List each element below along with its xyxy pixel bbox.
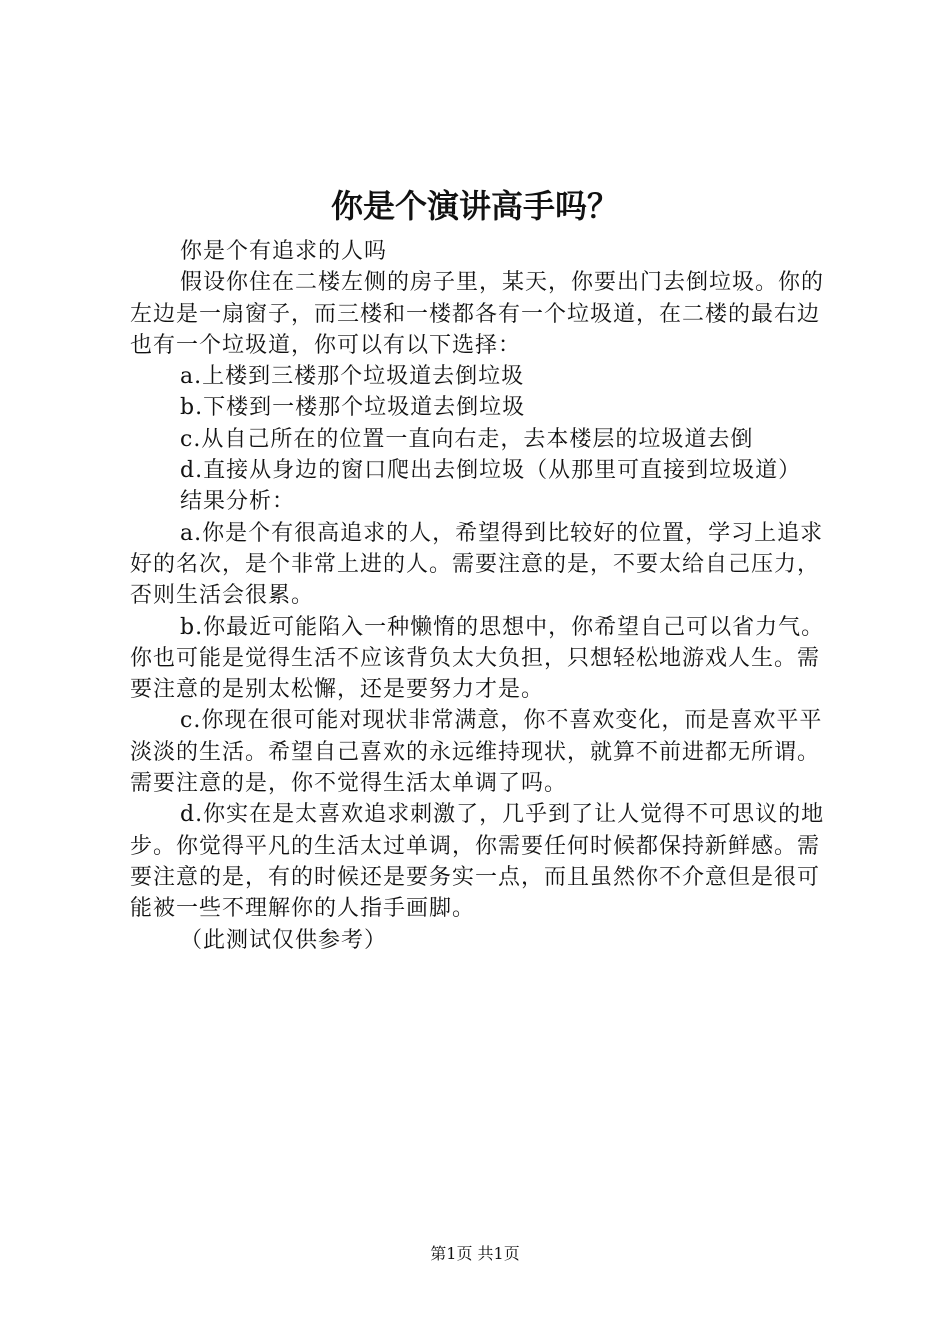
option-c: c.从自己所在的位置一直向右走，去本楼层的垃圾道去倒 [180,426,754,452]
document-title: 你是个演讲高手吗？ [330,187,619,225]
option-b: b.下楼到一楼那个垃圾道去倒垃圾 [180,395,526,421]
document-body [130,236,835,956]
paragraph-question: 你是个有追求的人吗 [180,239,388,264]
option-a: a.上楼到三楼那个垃圾道去倒垃圾 [180,364,525,390]
disclaimer: （此测试仅供参考） [180,927,388,953]
page-number: 第1页 共1页 [430,1244,520,1263]
analysis-c: c.你现在很可能对现状非常满意，你不喜欢变化，而是喜欢平平淡淡的生活。希望自己喜欢的永远维持现状，就算不前进都无所谓。需要注意的是，你不觉得生活太单调了吗。 [130,708,823,797]
analysis-d: d.你实在是太喜欢追求刺激了，几乎到了让人觉得不可思议的地步。你觉得平凡的生活太过单调，你需要任何时候都保持新鲜感。需要注意的是，有的时候还是要务实一点，而且虽然你不介意但是很可能被一些不理解你的人指手画脚。 [130,802,825,922]
option-d: d.直接从身边的窗口爬出去倒垃圾（从那里可直接到垃圾道） [180,458,802,484]
analysis-a: a.你是个有很高追求的人，希望得到比较好的位置，学习上追求好的名次，是个非常上进的人。需要注意的是，不要太给自己压力，否则生活会很累。 [130,520,824,609]
analysis-b: b.你最近可能陷入一种懒惰的思想中，你希望自己可以省力气。你也可能是觉得生活不应该背负太大负担，只想轻松地游戏人生。需要注意的是别太松懈，还是要努力才是。 [130,614,825,703]
analysis-heading: 结果分析： [180,489,296,515]
paragraph-scenario: 假设你住在二楼左侧的房子里，某天，你要出门去倒垃圾。你的左边是一扇窗子，而三楼和一楼都各有一个垃圾道，在二楼的最右边也有一个垃圾道，你可以有以下选择： [130,270,825,358]
